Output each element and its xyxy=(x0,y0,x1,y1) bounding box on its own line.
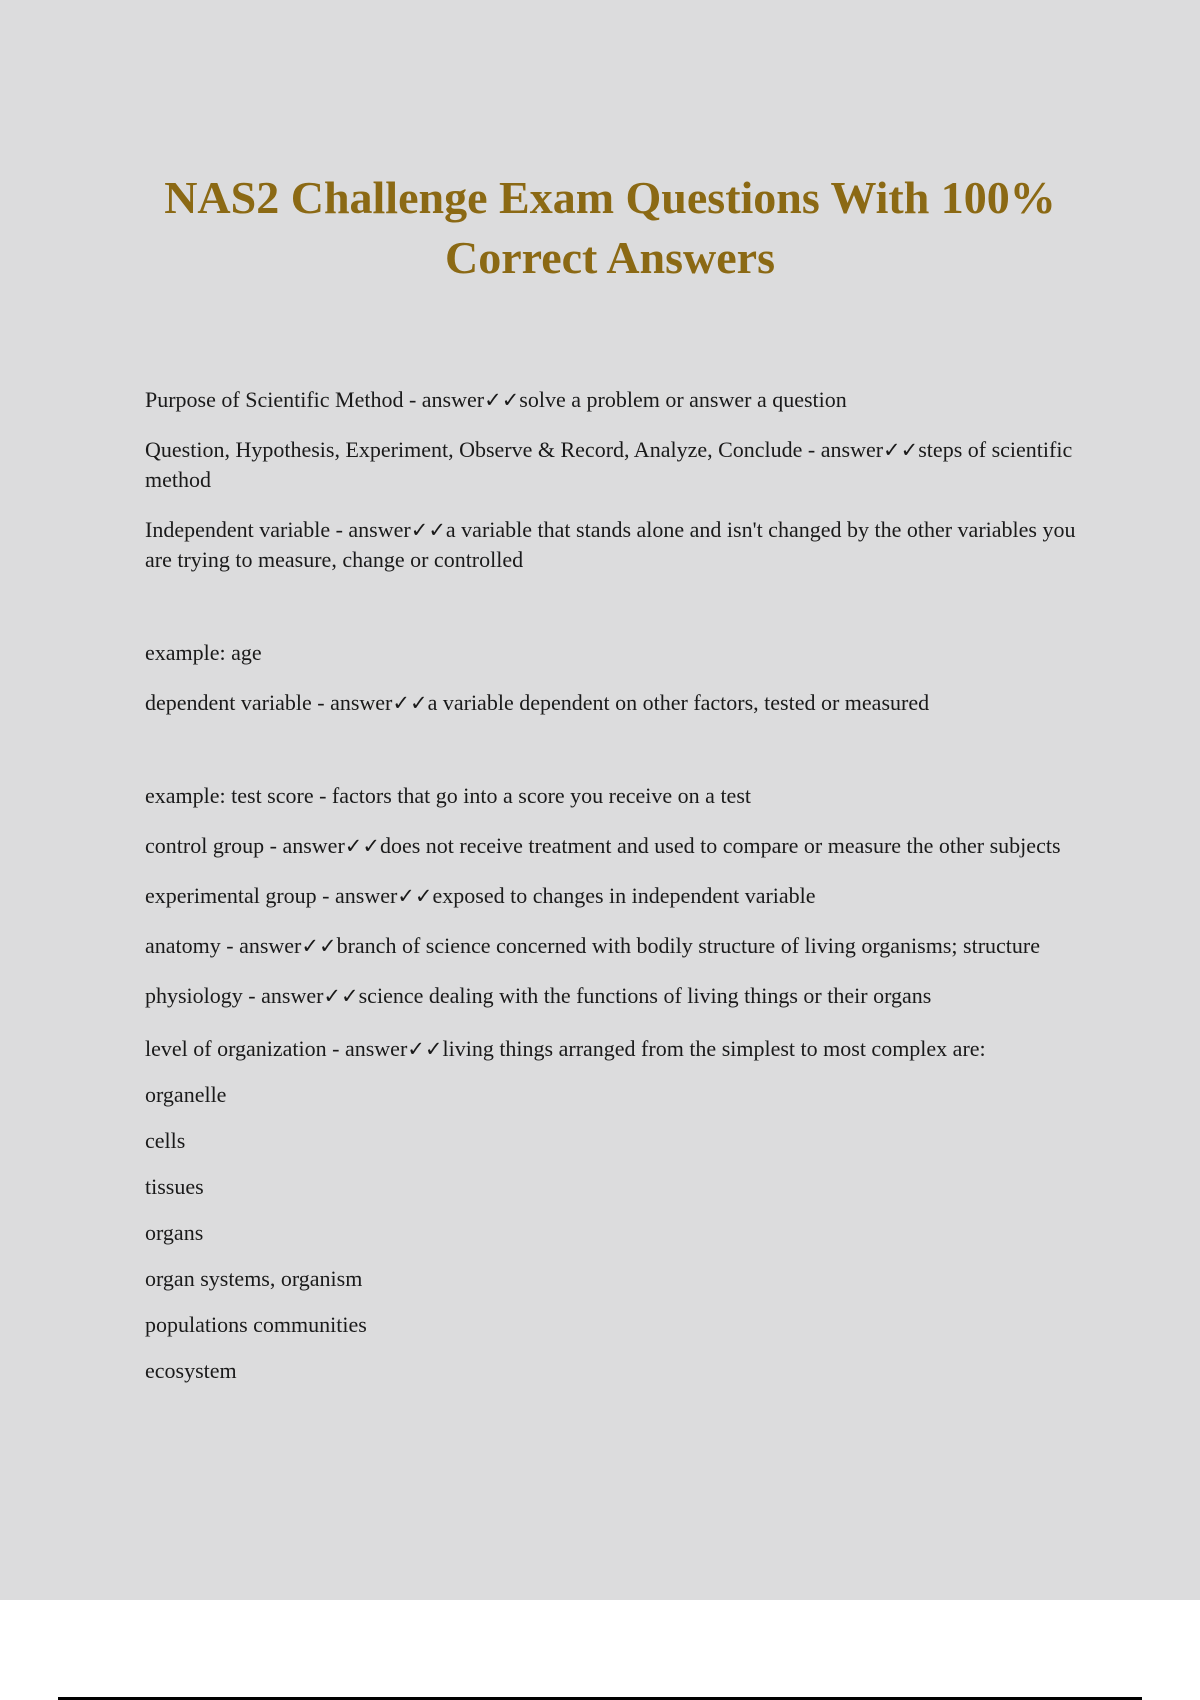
double-check-icon: ✓✓ xyxy=(392,691,428,715)
entry-term: Independent variable - answer xyxy=(145,517,411,542)
double-check-icon: ✓✓ xyxy=(323,984,359,1008)
qa-entry xyxy=(145,931,1085,961)
entry-term: level of organization - answer xyxy=(145,1036,408,1061)
entry-term: dependent variable - answer xyxy=(145,690,393,715)
qa-entry xyxy=(145,435,1085,495)
list-item: organs xyxy=(145,1220,204,1245)
entry-answer: exposed to changes in independent variable xyxy=(432,883,816,908)
text-line: example: age xyxy=(145,640,262,665)
list-item: tissues xyxy=(145,1174,204,1199)
qa-entry xyxy=(145,831,1085,861)
qa-entry xyxy=(145,688,1085,718)
entry-answer: does not receive treatment and used to compare or measure the other subjects xyxy=(379,833,1061,858)
document-body xyxy=(145,385,1085,1386)
entry-term: Question, Hypothesis, Experiment, Observe & Record, Analyze, Conclude - answer xyxy=(145,437,884,462)
list-item: organ systems, organism xyxy=(145,1266,363,1291)
text-line: example: test score - factors that go into a score you receive on a test xyxy=(145,783,751,808)
entry-answer: branch of science concerned with bodily structure of living organisms; structure xyxy=(336,933,1040,958)
double-check-icon: ✓✓ xyxy=(883,438,919,462)
entry-term: control group - answer xyxy=(145,833,345,858)
qa-entry xyxy=(145,1034,1085,1064)
entry-answer: solve a problem or answer a question xyxy=(519,387,847,412)
qa-entry xyxy=(145,881,1085,911)
double-check-icon: ✓✓ xyxy=(407,1037,443,1061)
entry-term: Purpose of Scientific Method - answer xyxy=(145,387,485,412)
list-item: populations communities xyxy=(145,1312,367,1337)
double-check-icon: ✓✓ xyxy=(397,884,433,908)
list-item: cells xyxy=(145,1128,186,1153)
entry-term: physiology - answer xyxy=(145,983,324,1008)
qa-entry xyxy=(145,981,1085,1011)
entry-answer: living things arranged from the simplest to most complex are: xyxy=(442,1036,986,1061)
entry-term: anatomy - answer xyxy=(145,933,302,958)
document-title: NAS2 Challenge Exam Questions With 100% Correct Answers xyxy=(164,172,1056,283)
list-item: ecosystem xyxy=(145,1358,237,1383)
qa-entry xyxy=(145,515,1085,575)
entry-answer: science dealing with the functions of living things or their organs xyxy=(358,983,932,1008)
double-check-icon: ✓✓ xyxy=(410,518,446,542)
qa-entry xyxy=(145,385,1085,415)
entry-answer: steps of scientific method xyxy=(145,437,1073,492)
entry-answer: a variable that stands alone and isn't changed by the other variables you are trying to measure, change or controlled xyxy=(145,517,1076,572)
double-check-icon: ✓✓ xyxy=(484,388,520,412)
entry-term: experimental group - answer xyxy=(145,883,398,908)
double-check-icon: ✓✓ xyxy=(344,834,380,858)
list-item: organelle xyxy=(145,1082,227,1107)
entry-answer: a variable dependent on other factors, tested or measured xyxy=(427,690,930,715)
double-check-icon: ✓✓ xyxy=(301,934,337,958)
